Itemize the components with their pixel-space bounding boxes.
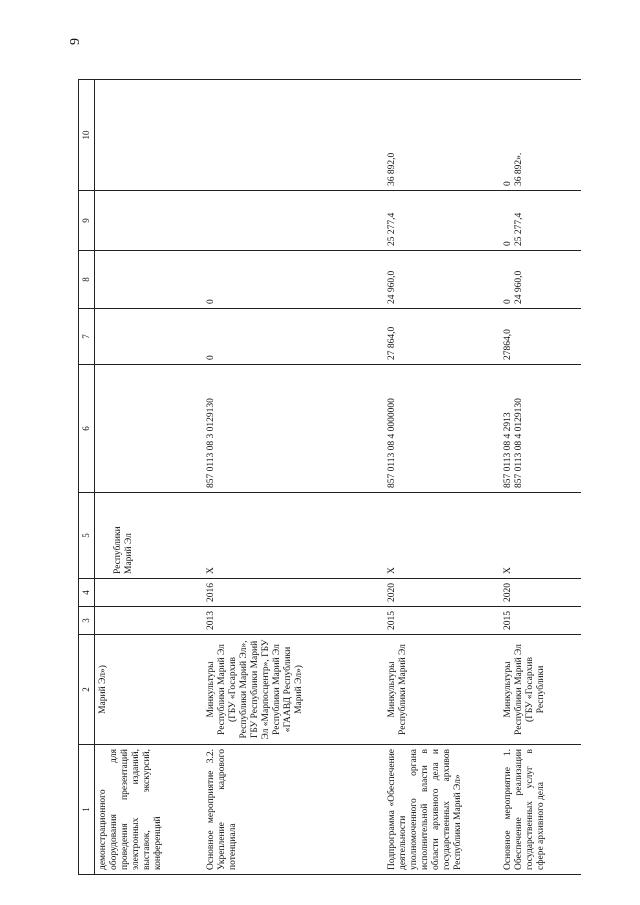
cell-name: демонстрационного оборудования для проведения презентаций электронных изданий, выставок, экскурсий, конференций [95, 745, 204, 875]
cell-value-7: 27864,0 [500, 309, 581, 365]
cell-name: Подпрограмма «Обеспечение деятельности уполномоченного органа исполнительной власти в области архивного дела и государственных архивов Республики Марий Эл» [384, 745, 500, 875]
cell-end: 2020 [384, 579, 500, 607]
header-cell: 9 [79, 191, 95, 251]
header-cell: 10 [79, 80, 95, 191]
cell-value-9: 25 277,4 [384, 191, 500, 251]
cell-end [95, 579, 204, 607]
header-cell: 7 [79, 309, 95, 365]
cell-value-7: 0 [203, 309, 384, 365]
cell-start: 2015 [500, 607, 581, 635]
header-cell: 1 [79, 745, 95, 875]
cell-value-9 [95, 191, 204, 251]
value-line: 25 277,4 [514, 212, 524, 246]
cell-code-6: 857 0113 08 3 0129130 [203, 365, 384, 493]
cell-code-5: Х [500, 493, 581, 579]
header-cell: 4 [79, 579, 95, 607]
cell-code-6 [95, 365, 204, 493]
value-line: 0 [503, 299, 513, 304]
code-line: 857 0113 08 4 2913 [503, 412, 513, 488]
value-line: 0 [503, 241, 513, 246]
cell-code-6 [500, 365, 581, 493]
header-cell: 3 [79, 607, 95, 635]
cell-end: 2016 [203, 579, 384, 607]
cell-executor: Минкультуры Республики Марий Эл [384, 635, 500, 745]
cell-executor: Минкультуры Республики Марий Эл (ГБУ «Госархив Республики [500, 635, 581, 745]
table-row [500, 80, 581, 875]
header-row [79, 80, 95, 875]
cell-value-10: 36 892,0 [384, 80, 500, 191]
cell-value-7: 27 864,0 [384, 309, 500, 365]
cell-value-10 [500, 80, 581, 191]
cell-value-9 [500, 191, 581, 251]
cell-code-5: Х [203, 493, 384, 579]
header-cell: 5 [79, 493, 95, 579]
value-line: 0 [503, 181, 513, 186]
cell-value-8: 24 960,0 [384, 251, 500, 309]
cell-start [95, 607, 204, 635]
table-row [95, 80, 204, 875]
cell-value-7 [95, 309, 204, 365]
cell-value-10 [203, 80, 384, 191]
value-line: 24 960,0 [514, 270, 524, 304]
cell-name: Основное мероприятие 1. Обеспечение реализации государственных услуг в сфере архивного дела [500, 745, 581, 875]
code-line: 857 0113 08 4 0129130 [514, 398, 524, 488]
cell-value-9 [203, 191, 384, 251]
cell-value-10 [95, 80, 204, 191]
cell-value-8: 0 [203, 251, 384, 309]
cell-code-5: Х [384, 493, 500, 579]
value-line: 36 892». [514, 152, 524, 186]
cell-start: 2015 [384, 607, 500, 635]
cell-value-8 [95, 251, 204, 309]
cell-code-6: 857 0113 08 4 0000000 [384, 365, 500, 493]
header-cell: 2 [79, 635, 95, 745]
header-cell: 8 [79, 251, 95, 309]
cell-end: 2020 [500, 579, 581, 607]
program-table [78, 79, 581, 875]
table-row [384, 80, 500, 875]
cell-value-8 [500, 251, 581, 309]
cell-start: 2013 [203, 607, 384, 635]
cell-code-5: Республики Марий Эл [95, 493, 204, 579]
cell-name: Основное мероприятие 3.2. Укрепление кадрового потенциала [203, 745, 384, 875]
page-number: 9 [68, 38, 83, 45]
cell-executor: Минкультуры Республики Марий Эл (ГБУ «Госархив Республики Марий Эл», ГБУ Республики Марий Эл «Марпосцентр», ГБУ Республики Марий Эл «ГААВД Республики Марий Эл») [203, 635, 384, 745]
header-cell: 6 [79, 365, 95, 493]
table-row [203, 80, 384, 875]
cell-executor: Марий Эл») [95, 635, 204, 745]
